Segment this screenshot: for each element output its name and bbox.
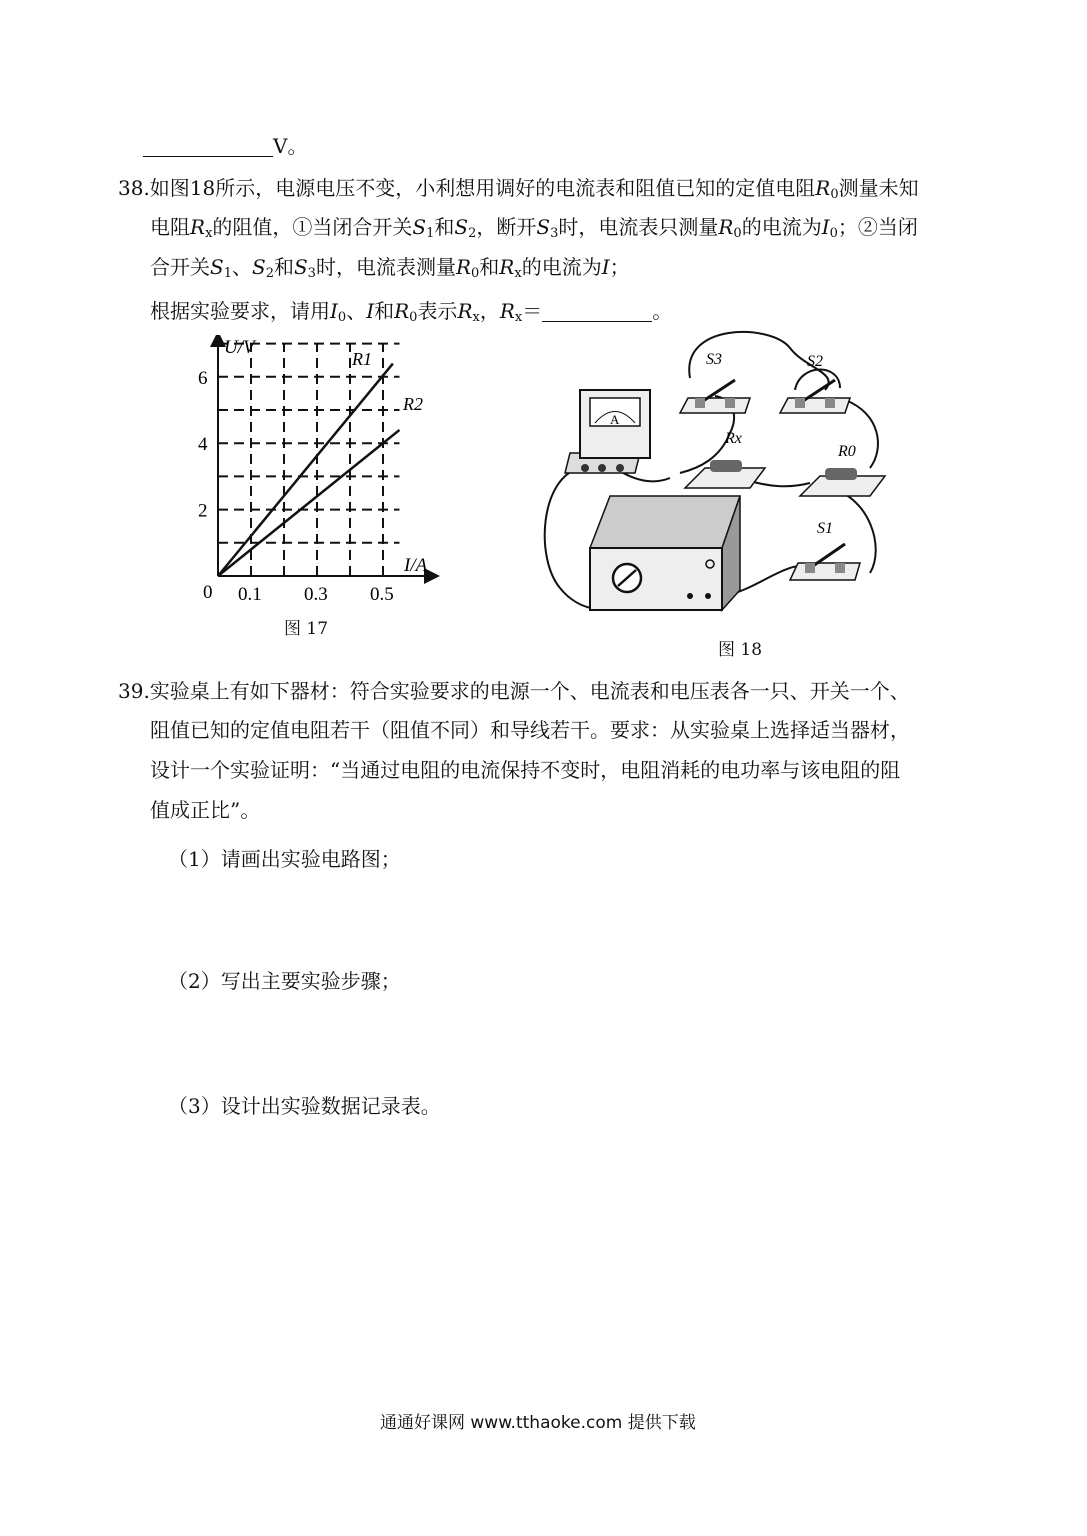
subscript: x [514,310,523,325]
text: 时，电流表测量 [315,255,456,279]
text: ； [609,255,630,279]
q39-line-4: 值成正比”。 [150,798,261,822]
symbol: R [499,255,515,279]
subscript: 1 [426,226,435,241]
q39-part-2: （2）写出主要实验步骤； [168,969,401,993]
subscript: 1 [223,266,232,281]
text: 合开关 [150,255,210,279]
q39-line-2: 阻值已知的定值电阻若干（阻值不同）和导线若干。要求：从实验桌上选择适当器材， [150,718,910,742]
text: 、 [346,299,367,323]
subscript: 3 [550,226,559,241]
subscript: 0 [471,266,480,281]
subscript: x [205,226,213,241]
y-tick-label: 6 [198,367,208,389]
q39-line-1: 39.实验桌上有如下器材：符合实验要求的电源一个、电流表和电压表各一只、开关一个、 [118,679,910,703]
symbol: S [454,215,469,239]
series-lines [218,364,400,576]
symbol: I [330,299,338,323]
text: 的电流为 [521,255,602,279]
subscript: x [514,266,522,281]
figure-18-circuit [540,328,890,628]
figure-17-caption: 图 17 [284,619,329,639]
symbol: R [455,255,472,279]
text: 和 [479,255,500,279]
switch-s1 [790,544,860,580]
label-r0: R0 [838,443,856,460]
subscript: 2 [265,266,274,281]
x-tick-label: 0.3 [304,584,328,605]
origin-label: 0 [203,582,213,603]
text: 的阻值，①当闭合开关 [212,215,413,239]
label-s1: S1 [817,520,833,537]
footer-text: 通通好课网 www.tthaoke.com 提供下载 [380,1413,696,1433]
figure-18-caption: 图 18 [718,640,763,660]
symbol: S [412,215,427,239]
resistor-r0 [800,468,885,496]
symbol: I [366,299,375,323]
subscript: 0 [337,310,347,325]
y-tick-label: 4 [198,434,208,456]
q39-part-1: （1）请画出实验电路图； [168,847,401,871]
r2-label: R2 [403,394,423,414]
x-tick-label: 0.5 [370,584,394,605]
symbol: I [821,215,830,239]
q38-line-1 [118,174,919,209]
r1-label: R1 [352,349,372,369]
subscript: x [472,310,480,325]
text: 表示 [417,299,458,323]
symbol: R [718,215,734,239]
power-supply [590,496,740,610]
subscript: 0 [409,310,418,325]
text: 时，电流表只测量 [558,215,719,239]
text: 。 [652,299,673,323]
q38-line-4 [150,297,672,332]
y-axis-label: U/V [224,337,255,358]
symbol: R [457,299,473,323]
text: 和 [434,215,455,239]
text: ；②当闭 [837,215,918,239]
text: ＝ [522,299,543,323]
wire [830,488,876,573]
answer-blank [143,134,273,157]
label-s3: S3 [706,351,722,368]
symbol: S [251,255,266,279]
symbol: I [601,255,610,279]
x-axis-label: I/A [404,555,428,576]
text: 、 [231,255,252,279]
series-line-r1 [218,364,393,576]
symbol: R [815,176,831,200]
answer-blank [542,299,652,322]
label-rx: Rx [725,430,742,447]
symbol: S [210,255,224,279]
symbol: S [293,255,308,279]
text: 和 [374,299,395,323]
subscript: 0 [830,187,839,202]
text: ， [479,299,500,323]
resistor-rx [685,460,765,488]
q39-line-3: 设计一个实验证明：“当通过电阻的电流保持不变时，电阻消耗的电功率与该电阻的阻 [150,758,901,782]
q38-line-3 [150,253,630,288]
symbol: S [536,215,551,239]
text: 的电流为 [741,215,822,239]
q37-answer-line [143,132,307,160]
x-tick-label: 0.1 [238,584,262,605]
label-s2: S2 [807,353,823,370]
subscript: 3 [307,266,316,281]
symbol: R [394,299,410,323]
subscript: 0 [829,226,838,241]
figure-17-graph [190,335,450,610]
text: 根据实验要求，请用 [150,299,330,323]
text: 38.如图18所示，电源电压不变，小利想用调好的电流表和阻值已知的定值电阻 [118,176,816,200]
series-line-r2 [218,430,400,576]
unit-text: V。 [273,134,308,158]
text: 和 [273,255,294,279]
subscript: 0 [733,226,742,241]
ammeter-symbol: A [610,412,620,427]
text: ，断开 [476,215,537,239]
ammeter [565,390,650,473]
y-tick-label: 2 [198,500,208,522]
q39-part-3: （3）设计出实验数据记录表。 [168,1094,441,1118]
q38-line-2 [150,213,918,248]
text: 电阻 [150,215,190,239]
subscript: 2 [468,226,477,241]
text: 测量未知 [838,176,919,200]
symbol: R [499,299,515,323]
symbol: R [190,215,206,239]
